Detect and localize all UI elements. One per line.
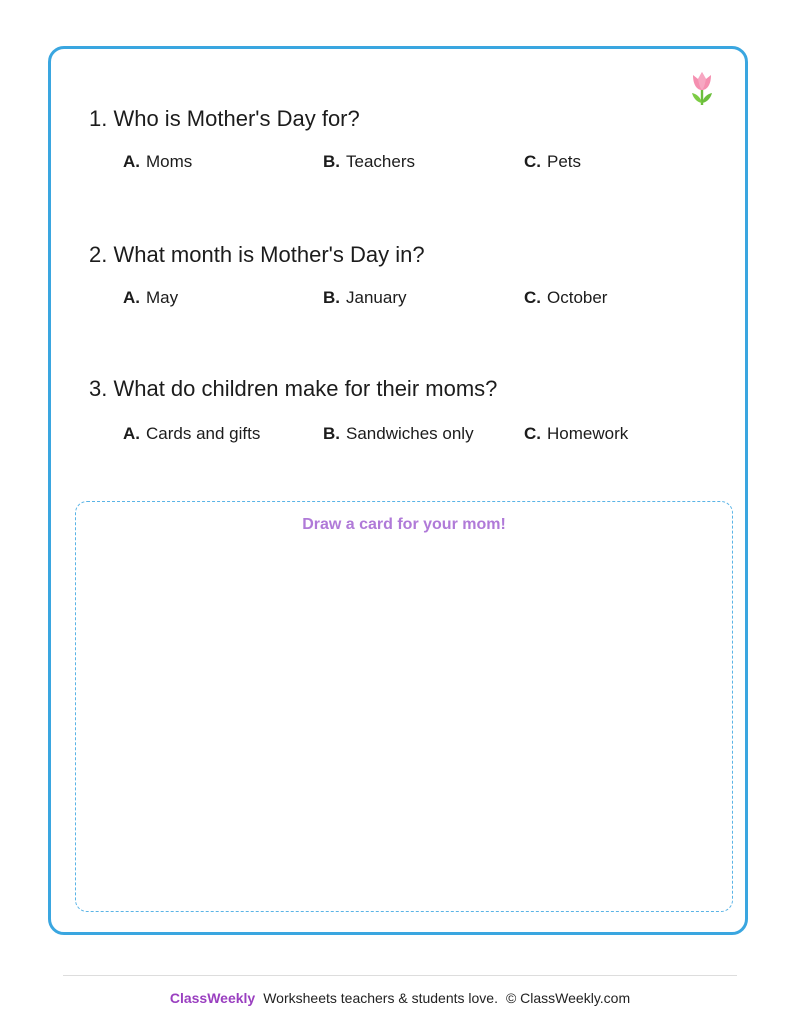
choice-letter: A. [123, 424, 140, 443]
choice-text: Moms [146, 152, 193, 171]
worksheet-card [48, 46, 748, 935]
tulip-icon [689, 69, 715, 107]
choice-letter: A. [123, 152, 140, 171]
answer-choices [123, 285, 723, 311]
question-1 [89, 105, 709, 171]
choice-c[interactable] [524, 285, 607, 311]
choice-c[interactable] [524, 421, 628, 447]
drawing-prompt: Draw a card for your mom! [302, 516, 506, 533]
choice-text: May [146, 288, 179, 307]
footer-divider [63, 975, 737, 976]
answer-choices [123, 149, 723, 175]
choice-c[interactable] [524, 149, 581, 175]
choice-text: Pets [547, 152, 582, 171]
question-text: 2. What month is Mother's Day in? [89, 242, 425, 267]
footer [0, 990, 800, 1006]
choice-letter: C. [524, 288, 541, 307]
choice-text: Sandwiches only [346, 424, 474, 443]
choice-text: Cards and gifts [146, 424, 261, 443]
choice-letter: B. [323, 152, 340, 171]
choice-letter: C. [524, 424, 541, 443]
footer-tagline: Worksheets teachers & students love. [263, 990, 498, 1006]
choice-b[interactable] [323, 421, 474, 447]
choice-text: Homework [547, 424, 629, 443]
drawing-area[interactable] [75, 501, 733, 912]
answer-choices [123, 421, 723, 447]
choice-b[interactable] [323, 149, 415, 175]
choice-letter: B. [323, 424, 340, 443]
choice-letter: B. [323, 288, 340, 307]
footer-brand: ClassWeekly [169, 990, 256, 1006]
choice-a[interactable] [123, 421, 260, 447]
question-3 [89, 375, 709, 443]
choice-letter: A. [123, 288, 140, 307]
choice-text: October [547, 288, 608, 307]
question-2 [89, 241, 709, 307]
choice-text: Teachers [346, 152, 415, 171]
choice-text: January [346, 288, 407, 307]
choice-letter: C. [524, 152, 541, 171]
choice-a[interactable] [123, 149, 192, 175]
choice-a[interactable] [123, 285, 178, 311]
question-text: 3. What do children make for their moms? [89, 376, 498, 401]
question-text: 1. Who is Mother's Day for? [89, 106, 360, 131]
choice-b[interactable] [323, 285, 406, 311]
footer-copyright: © ClassWeekly.com [505, 990, 631, 1006]
